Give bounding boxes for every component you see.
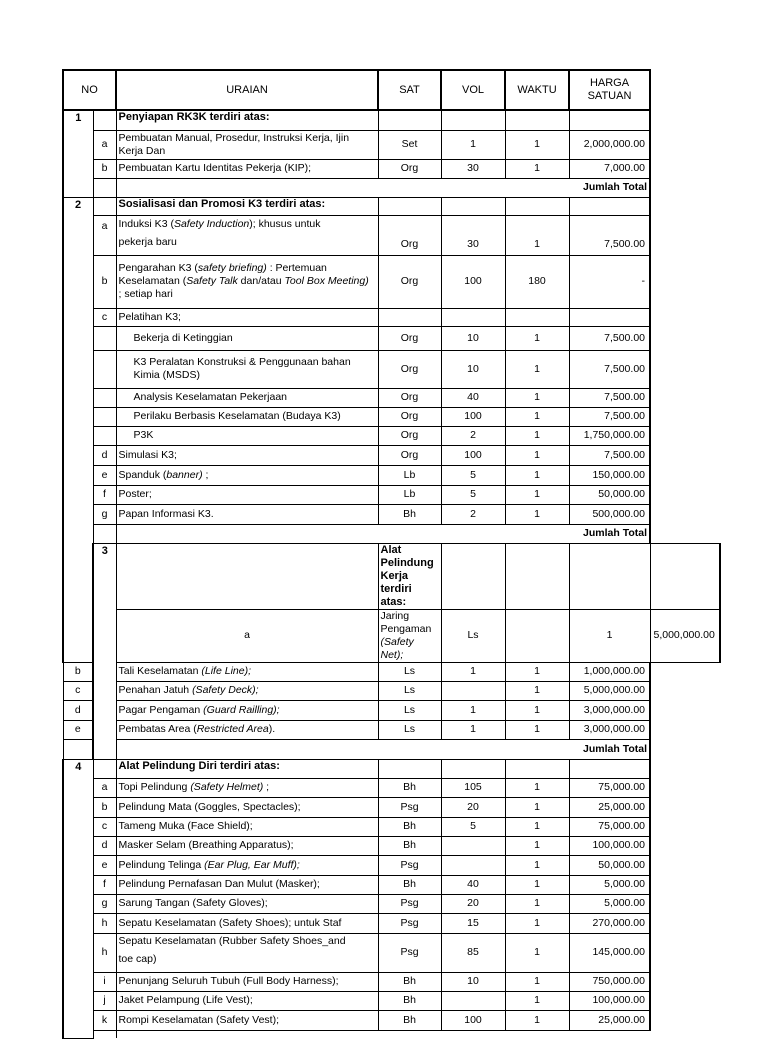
section-title: Sosialisasi dan Promosi K3 terdiri atas: [116, 197, 378, 215]
table-row: g Papan Informasi K3. Bh 2 1 500,000.00 [63, 504, 720, 524]
table-row: b Tali Keselamatan (Life Line); Ls 1 1 1,000,000.00 [63, 662, 720, 681]
header-waktu: WAKTU [505, 70, 569, 110]
header-sat: SAT [378, 70, 441, 110]
table-row: b Pengarahan K3 (safety briefing) : Pertemuan Keselamatan (Safety Talk dan/atau Tool Box Meeting) ; setiap hari Org 100 180 - [63, 255, 720, 308]
section-number: 1 [63, 110, 93, 197]
rk3k-table [62, 69, 721, 1039]
table-row: d Pagar Pengaman (Guard Railling); Ls 1 1 3,000,000.00 [63, 700, 720, 720]
table-row: g Sarung Tangan (Safety Gloves); Psg 20 1 5,000.00 [63, 894, 720, 913]
section-row-2 [63, 197, 720, 215]
table-row: P3K Org 2 1 1,750,000.00 [63, 426, 720, 445]
table-row: c Penahan Jatuh (Safety Deck); Ls 1 5,000,000.00 [63, 681, 720, 700]
section-number: 2 [63, 197, 93, 662]
table-row: f Pelindung Pernafasan Dan Mulut (Masker); Bh 40 1 5,000.00 [63, 875, 720, 894]
table-row: a Topi Pelindung (Safety Helmet) ; Bh 105 1 75,000.00 [63, 778, 720, 797]
jumlah-total-label: Jumlah Total [116, 178, 650, 197]
table-row: a Pembuatan Manual, Prosedur, Instruksi Kerja, Ijin Kerja Dan Set 1 1 2,000,000.00 [63, 130, 720, 159]
jumlah-total-label: Jumlah Total [116, 524, 650, 543]
section-title: Penyiapan RK3K terdiri atas: [116, 110, 378, 130]
table-row: a Jaring Pengaman (Safety Net); Ls 1 5,000,000.00 [63, 609, 720, 662]
table-row: b Pembuatan Kartu Identitas Pekerja (KIP); Org 30 1 7,000.00 [63, 159, 720, 178]
header-harga-satuan: HARGA SATUAN [569, 70, 650, 110]
table-row: e Pembatas Area (Restricted Area). Ls 1 1 3,000,000.00 [63, 720, 720, 739]
section-number: 4 [63, 759, 93, 1038]
table-row: f Poster; Lb 5 1 50,000.00 [63, 485, 720, 504]
table-row: i Penunjang Seluruh Tubuh (Full Body Harness); Bh 10 1 750,000.00 [63, 972, 720, 991]
table-row: c Pelatihan K3; [63, 308, 720, 326]
table-row: e Spanduk (banner) ; Lb 5 1 150,000.00 [63, 465, 720, 485]
table-row: d Masker Selam (Breathing Apparatus); Bh 1 100,000.00 [63, 836, 720, 855]
table-row: a Induksi K3 (Safety Induction); khusus untuk pekerja baru Org 30 1 7,500.00 [63, 215, 720, 255]
table-row: d Simulasi K3; Org 100 1 7,500.00 [63, 445, 720, 465]
table-row: K3 Peralatan Konstruksi & Penggunaan bahan Kimia (MSDS) Org 10 1 7,500.00 [63, 350, 720, 388]
jumlah-total-row [63, 178, 720, 197]
jumlah-total-label: Jumlah Total [116, 739, 650, 759]
table-row: Perilaku Berbasis Keselamatan (Budaya K3) Org 100 1 7,500.00 [63, 407, 720, 426]
table-row: Bekerja di Ketinggian Org 10 1 7,500.00 [63, 326, 720, 350]
section-title: Alat Pelindung Kerja terdiri atas: [378, 543, 441, 609]
jumlah-total-row [63, 524, 720, 543]
table-row: e Pelindung Telinga (Ear Plug, Ear Muff); Psg 1 50,000.00 [63, 855, 720, 875]
table-row: c Tameng Muka (Face Shield); Bh 5 1 75,000.00 [63, 817, 720, 836]
table-row: h Sepatu Keselamatan (Rubber Safety Shoes_and toe cap) Psg 85 1 145,000.00 [63, 933, 720, 972]
section-number: 3 [93, 543, 116, 759]
table-row: h Sepatu Keselamatan (Safety Shoes); untuk Staf Psg 15 1 270,000.00 [63, 913, 720, 933]
table-row: Analysis Keselamatan Pekerjaan Org 40 1 7,500.00 [63, 388, 720, 407]
section-row-1 [63, 110, 720, 130]
table-row: j Jaket Pelampung (Life Vest); Bh 1 100,000.00 [63, 991, 720, 1010]
table-row: k Rompi Keselamatan (Safety Vest); Bh 100 1 25,000.00 [63, 1010, 720, 1030]
header-no: NO [63, 70, 116, 110]
section-title: Alat Pelindung Diri terdiri atas: [116, 759, 378, 778]
section-row-3 [63, 543, 720, 609]
rk3k-table-sheet [62, 69, 721, 1039]
header-uraian: URAIAN [116, 70, 378, 110]
header-row [63, 70, 720, 110]
jumlah-total-row [63, 739, 720, 759]
table-continuation [63, 1030, 720, 1038]
section-row-4 [63, 759, 720, 778]
table-row: b Pelindung Mata (Goggles, Spectacles); Psg 20 1 25,000.00 [63, 797, 720, 817]
header-vol: VOL [441, 70, 505, 110]
